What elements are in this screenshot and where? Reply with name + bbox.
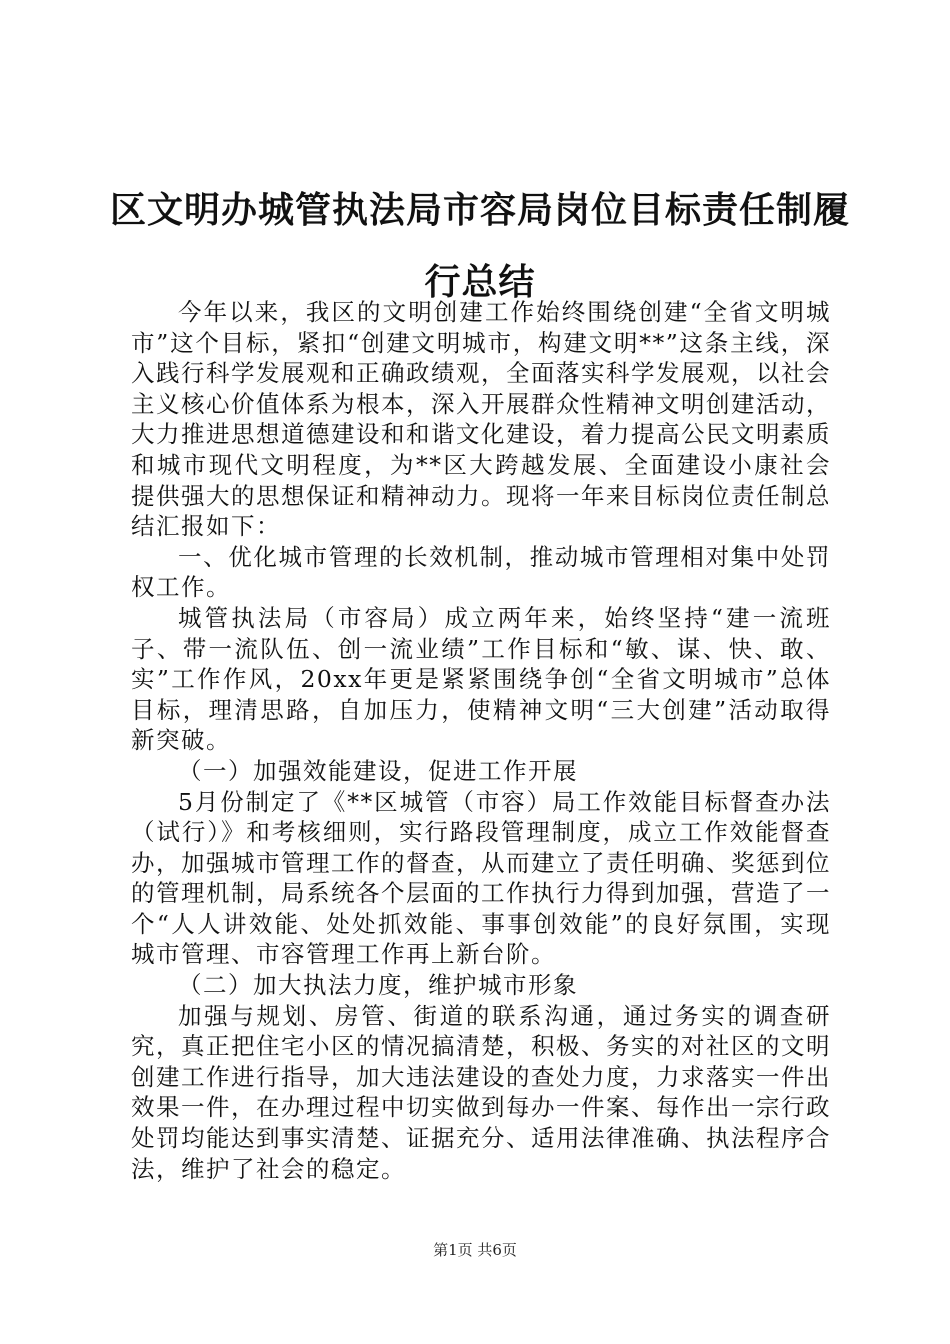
paragraph-efficiency: 5月份制定了《**区城管（市容）局工作效能目标督查办法（试行）》和考核细则，实行路段管理制度，成立工作效能督查办，加强城市管理工作的督查，从而建立了责任明确、奖惩到位的管理机制，局系统各个层面的工作执行力得到加强，营造了一个“人人讲效能、处处抓效能、事事创效能”的良好氛围，实现城市管理、市容管理工作再上新台阶。: [131, 787, 831, 969]
document-body: [131, 297, 831, 1184]
paragraph-enforcement: 加强与规划、房管、街道的联系沟通，通过务实的调查研究，真正把住宅小区的情况搞清楚，积极、务实的对社区的文明创建工作进行指导，加大违法建设的查处力度，力求落实一件出效果一件，在办理过程中切实做到每办一件案、每作出一宗行政处罚均能达到事实清楚、证据充分、适用法律准确、执法程序合法，维护了社会的稳定。: [131, 1001, 831, 1183]
paragraph-intro: 今年以来，我区的文明创建工作始终围绕创建“全省文明城市”这个目标，紧扣“创建文明城市，构建文明**”这条主线，深入践行科学发展观和正确政绩观，全面落实科学发展观，以社会主义核心价值体系为根本，深入开展群众性精神文明创建活动，大力推进思想道德建设和和谐文化建设，着力提高公民文明素质和城市现代文明程度，为**区大跨越发展、全面建设小康社会提供强大的思想保证和精神动力。现将一年来目标岗位责任制总结汇报如下：: [131, 298, 831, 541]
subheading-efficiency: （一）加强效能建设，促进工作开展: [178, 756, 578, 785]
subheading-enforcement: （二）加大执法力度，维护城市形象: [178, 971, 578, 1000]
document-title: 区文明办城管执法局市容局岗位目标责任制履行总结: [110, 189, 851, 304]
paragraph-section-1: 城管执法局（市容局）成立两年来，始终坚持“建一流班子、带一流队伍、创一流业绩”工作目标和“敏、谋、快、敢、实”工作作风，20xx年更是紧紧围绕争创“全省文明城市”总体目标，理清思路，自加压力，使精神文明“三大创建”活动取得新突破。: [131, 603, 831, 755]
page-number-footer: 第1页 共6页: [433, 1241, 517, 1259]
section-heading-1: 一、优化城市管理的长效机制，推动城市管理相对集中处罚权工作。: [131, 542, 831, 602]
